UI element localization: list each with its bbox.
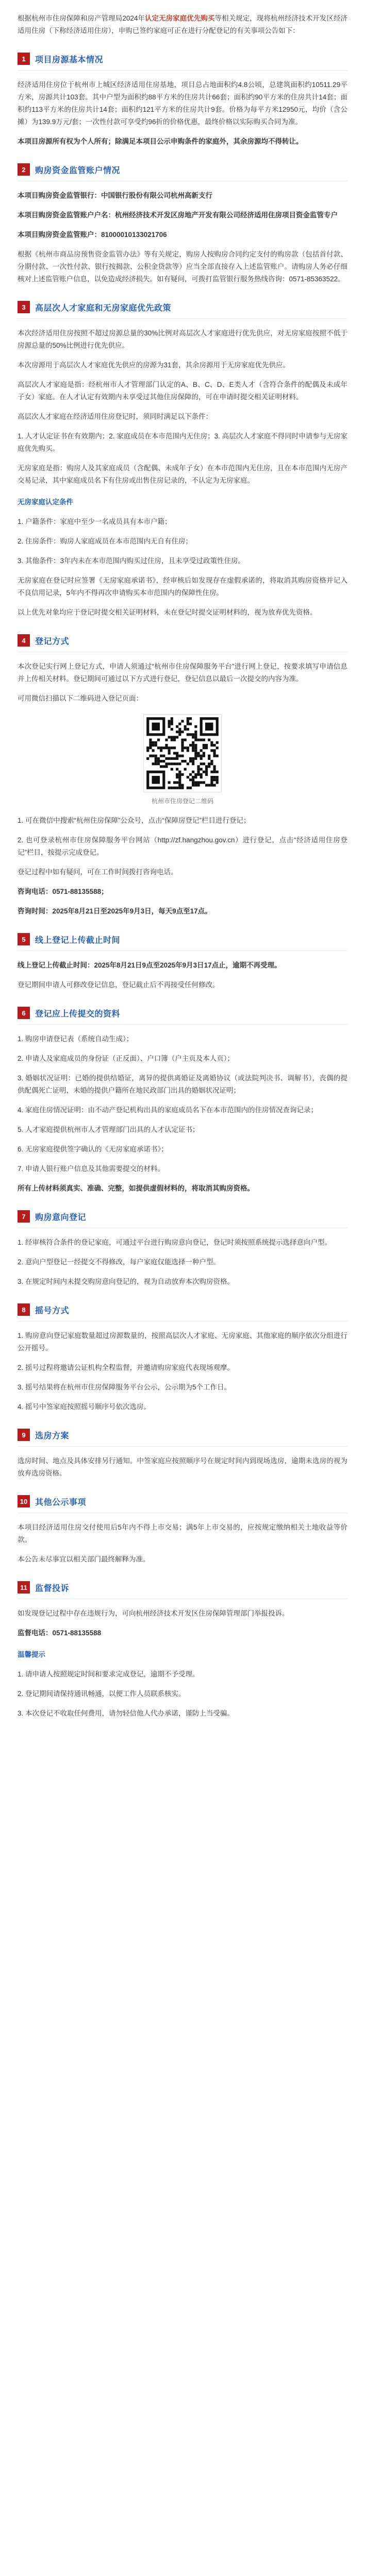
section-number-badge: 4 — [18, 634, 30, 647]
section-title: 高层次人才家庭和无房家庭优先政策 — [35, 303, 172, 313]
section-paragraph: 3. 本次登记不收取任何费用，请勿轻信他人代办承诺，谨防上当受骗。 — [18, 1709, 235, 1717]
section-heading — [18, 1303, 347, 1316]
section-paragraph: 3. 摇号结果将在杭州市住房保障服务平台公示，公示期为5个工作日。 — [18, 1383, 231, 1391]
section-paragraph: 5. 人才家庭提供杭州市人才管理部门出具的人才认定证书； — [18, 1126, 200, 1133]
section-paragraph: 1. 可在微信中搜索“杭州住房保障”公众号，点击“保障房登记”栏目进行登记； — [18, 817, 251, 824]
section-paragraph: 本项目购房资金监管账户户名：杭州经济技术开发区房地产开发有限公司经济适用住房项目资金监管专户 — [18, 211, 338, 219]
section-paragraph: 1. 人才认定证书在有效期内；2. 家庭成员在本市范围内无住房；3. 高层次人才家庭不得同时申请参与无房家庭优先购买。 — [18, 432, 347, 452]
section-paragraph: 根据《杭州市商品房预售资金监管办法》等有关规定，购房人按购房合同约定支付的购房款（包括首付款、分期付款、一次性付款、银行按揭款、公积金贷款等）应当全部直接存入上述监管账户。请购房人务必仔细核对上述监管账户信息，以免造成经济损失。如有疑问，可拨打监管银行服务热线咨询：0571-85363522。 — [18, 250, 347, 283]
intro-prefix: 根据杭州市住房保障和房产管理局2024年 — [18, 14, 145, 22]
section-heading — [18, 163, 347, 176]
section-paragraph: 6. 无房家庭提供签字确认的《无房家庭承诺书》； — [18, 1145, 168, 1153]
section-paragraph: 登记过程中如有疑问，可在工作时间拨打咨询电话。 — [18, 868, 178, 876]
section-paragraph: 2. 登记期间请保持通讯畅通，以便工作人员联系核实。 — [18, 1690, 186, 1698]
intro-suffix: 等相关规定，现将杭州经济技术开发区经济适用住房（下称经济适用住房），申购已签约家庭可正在进行分配登记的有关事项公告如下： — [18, 14, 347, 35]
section-paragraph: 登记期间申请人可修改登记信息，登记截止后不再接受任何修改。 — [18, 981, 220, 989]
section-number-badge: 2 — [18, 163, 30, 176]
section-paragraph: 选房时间、地点及具体安排另行通知。中签家庭应按照顺序号在规定时间内到现场选房，逾期未选房的视为放弃选房资格。 — [18, 1457, 347, 1477]
section-paragraph: 3. 在规定时间内未提交购房意向登记的，视为自动放弃本次购房资格。 — [18, 1278, 235, 1285]
section-title: 购房资金监管账户情况 — [35, 166, 121, 175]
section-paragraph: 2. 住房条件：购房人家庭成员在本市范围内无自有住房； — [18, 537, 193, 545]
section-paragraph: 1. 经审核符合条件的登记家庭，可通过平台进行购房意向登记，登记时须按照系统提示选择意向户型。 — [18, 1239, 332, 1246]
section-title: 登记应上传提交的资料 — [35, 1009, 121, 1019]
section-divider — [18, 1446, 347, 1447]
section-paragraph: 本次房源用于高层次人才家庭优先供应的房源为31套，其余房源用于无房家庭优先供应。 — [18, 361, 290, 369]
section-paragraph: 以上优先对象均应于登记时提交相关证明材料，未在登记时提交证明材料的，视为放弃优先资格。 — [18, 608, 317, 616]
section-divider — [18, 1024, 347, 1025]
section-paragraph: 线上登记上传截止时间：2025年8月21日9点至2025年9月3日17点止，逾期不再受理。 — [18, 961, 281, 969]
section-paragraph: 可用微信扫描以下二维码进入登记页面： — [18, 694, 143, 702]
section-paragraph: 4. 家庭住房情况证明：由不动产登记机构出具的家庭成员名下在本市范围内的住房情况查询记录； — [18, 1106, 318, 1114]
section-heading — [18, 1581, 347, 1594]
intro-highlight: 认定无房家庭优先购买 — [144, 14, 215, 22]
qr-code-icon[interactable] — [143, 714, 222, 792]
section-paragraph: 无房家庭在登记时应签署《无房家庭承诺书》，经审核后如发现存在虚假承诺的，将取消其购房资格并记入不良信用记录，5年内不得再次申请购买本市范围内的保障性住房。 — [18, 577, 347, 597]
section-paragraph: 1. 请申请人按照规定时间和要求完成登记，逾期不予受理。 — [18, 1670, 200, 1678]
section-paragraph: 所有上传材料须真实、准确、完整，如提供虚假材料的，将取消其购房资格。 — [18, 1184, 254, 1192]
section-paragraph: 本项目经济适用住房交付使用后5年内不得上市交易；满5年上市交易的，应按规定缴纳相关土地收益等价款。 — [18, 1523, 347, 1544]
section-title: 监督投诉 — [35, 1584, 70, 1593]
section-paragraph: 2. 申请人及家庭成员的身份证（正反面）、户口簿（户主页及本人页）； — [18, 1055, 235, 1062]
section-paragraph: 监督电话：0571-88135588 — [18, 1629, 102, 1637]
section-heading — [18, 1429, 347, 1441]
section-paragraph: 高层次人才家庭在经济适用住房登记时，须同时满足以下条件： — [18, 413, 212, 420]
section-number-badge: 8 — [18, 1303, 30, 1316]
section-number-badge: 6 — [18, 1007, 30, 1019]
section-paragraph: 1. 购房申请登记表（系统自动生成）； — [18, 1035, 134, 1043]
section-paragraph: 2. 意向户型登记一经提交不得修改，每户家庭仅能选择一种户型。 — [18, 1258, 221, 1266]
section-title: 其他公示事项 — [35, 1498, 87, 1507]
section-paragraph: 2. 也可登录杭州市住房保障服务平台网站（http://zf.hangzhou.gov.cn）进行登记，点击“经济适用住房登记”栏目，按提示完成登记。 — [18, 836, 347, 856]
section-heading — [18, 1210, 347, 1223]
section-paragraph: 如发现登记过程中存在违规行为，可向杭州经济技术开发区住房保障管理部门举报投诉。 — [18, 1609, 289, 1617]
section-title: 项目房源基本情况 — [35, 55, 104, 64]
section-paragraph: 无房家庭认定条件 — [18, 498, 73, 506]
intro-paragraph — [18, 12, 347, 37]
section-divider — [18, 70, 347, 71]
section-paragraph: 4. 摇号中签家庭按照摇号顺序号依次选房。 — [18, 1403, 151, 1411]
section-number-badge: 1 — [18, 53, 30, 65]
section-number-badge: 3 — [18, 301, 30, 313]
section-paragraph: 温馨提示 — [18, 1651, 45, 1658]
section-paragraph: 1. 购房意向登记家庭数量超过房源数量的，按照高层次人才家庭、无房家庭、其他家庭的顺序依次分组进行公开摇号。 — [18, 1332, 347, 1352]
section-paragraph: 2. 摇号过程将邀请公证机构全程监督，并邀请购房家庭代表现场观摩。 — [18, 1364, 235, 1371]
section-heading — [18, 1007, 347, 1019]
section-divider — [18, 318, 347, 319]
qr-caption: 杭州市住房登记二维码 — [151, 798, 213, 805]
qr-code-block — [18, 714, 347, 805]
section-heading — [18, 53, 347, 65]
section-paragraph: 咨询时间：2025年8月21日至2025年9月3日，每天9点至17点。 — [18, 907, 212, 915]
section-number-badge: 5 — [18, 933, 30, 945]
section-title: 线上登记上传截止时间 — [35, 936, 121, 945]
section-heading — [18, 301, 347, 313]
section-paragraph: 本次经济适用住房按照不超过房源总量的30%比例对高层次人才家庭进行优先供应，对无房家庭按照不低于房源总量的50%比例进行优先供应。 — [18, 329, 347, 349]
section-title: 选房方案 — [35, 1431, 70, 1440]
sections-container — [18, 53, 347, 1720]
section-number-badge: 7 — [18, 1210, 30, 1223]
section-title: 摇号方式 — [35, 1306, 70, 1315]
section-paragraph: 3. 其他条件：3年内未在本市范围内购买过住房，且未享受过政策性住房。 — [18, 557, 245, 565]
section-paragraph: 本项目购房资金监管银行：中国银行股份有限公司杭州高新支行 — [18, 192, 212, 199]
section-paragraph: 7. 申请人银行账户信息及其他需要提交的材料。 — [18, 1165, 165, 1173]
section-number-badge: 11 — [18, 1581, 30, 1594]
section-paragraph: 无房家庭是指：购房人及其家庭成员（含配偶、未成年子女）在本市范围内无住房，且在本市范围内无房产交易记录，其中家庭成员名下有住房或出售住房记录的，不认定为无房家庭。 — [18, 464, 347, 484]
section-heading — [18, 634, 347, 647]
section-title: 登记方式 — [35, 637, 70, 646]
section-paragraph: 1. 户籍条件：家庭中至少一名成员具有本市户籍； — [18, 518, 172, 526]
section-paragraph: 本次登记实行网上登记方式，申请人须通过“杭州市住房保障服务平台”进行网上登记，按要求填写申请信息并上传相关材料。登记期间可通过以下方式进行登记，登记信息以最后一次提交的内容为准。 — [18, 663, 347, 683]
section-number-badge: 10 — [18, 1495, 30, 1507]
section-paragraph: 本项目购房资金监管账户：81000010133021706 — [18, 231, 167, 239]
section-heading — [18, 933, 347, 945]
section-paragraph: 高层次人才家庭是指：经杭州市人才管理部门认定的A、B、C、D、E类人才（含符合条件的配偶及未成年子女）家庭。在人才认定有效期内未享受过其他住房保障的，可在申请时提交相关证明材料。 — [18, 381, 347, 401]
section-paragraph: 本公告未尽事宜以相关部门最终解释为准。 — [18, 1555, 150, 1563]
section-paragraph: 经济适用住房位于杭州市上城区经济适用住房基地，项目总占地面积约4.8公顷，总建筑面积约10511.29平方米，房源共计103套。其中户型为面积约88平方米的住房共计66套；面积约90平方米的住房共计14套；面积约113平方米的住房共计14套；面积约121平方米的住房共计9套。价格为每平方米12950元，均价（含公摊）为139.9万元/套；一次性付款可享受约96折的价格优惠，最终价格以实际购买合同为准。 — [18, 81, 347, 126]
section-paragraph: 咨询电话：0571-88135588； — [18, 888, 108, 895]
section-paragraph: 本项目房源所有权为个人所有；除满足本项目公示申购条件的家庭外，其余房源均不得转让。 — [18, 138, 303, 145]
section-number-badge: 9 — [18, 1429, 30, 1441]
section-heading — [18, 1495, 347, 1507]
section-paragraph: 3. 婚姻状况证明：已婚的提供结婚证，离异的提供离婚证及离婚协议（或法院判决书、调解书），丧偶的提供配偶死亡证明，未婚的提供户籍所在地民政部门出具的婚姻状况证明； — [18, 1074, 347, 1094]
section-title: 购房意向登记 — [35, 1213, 87, 1222]
